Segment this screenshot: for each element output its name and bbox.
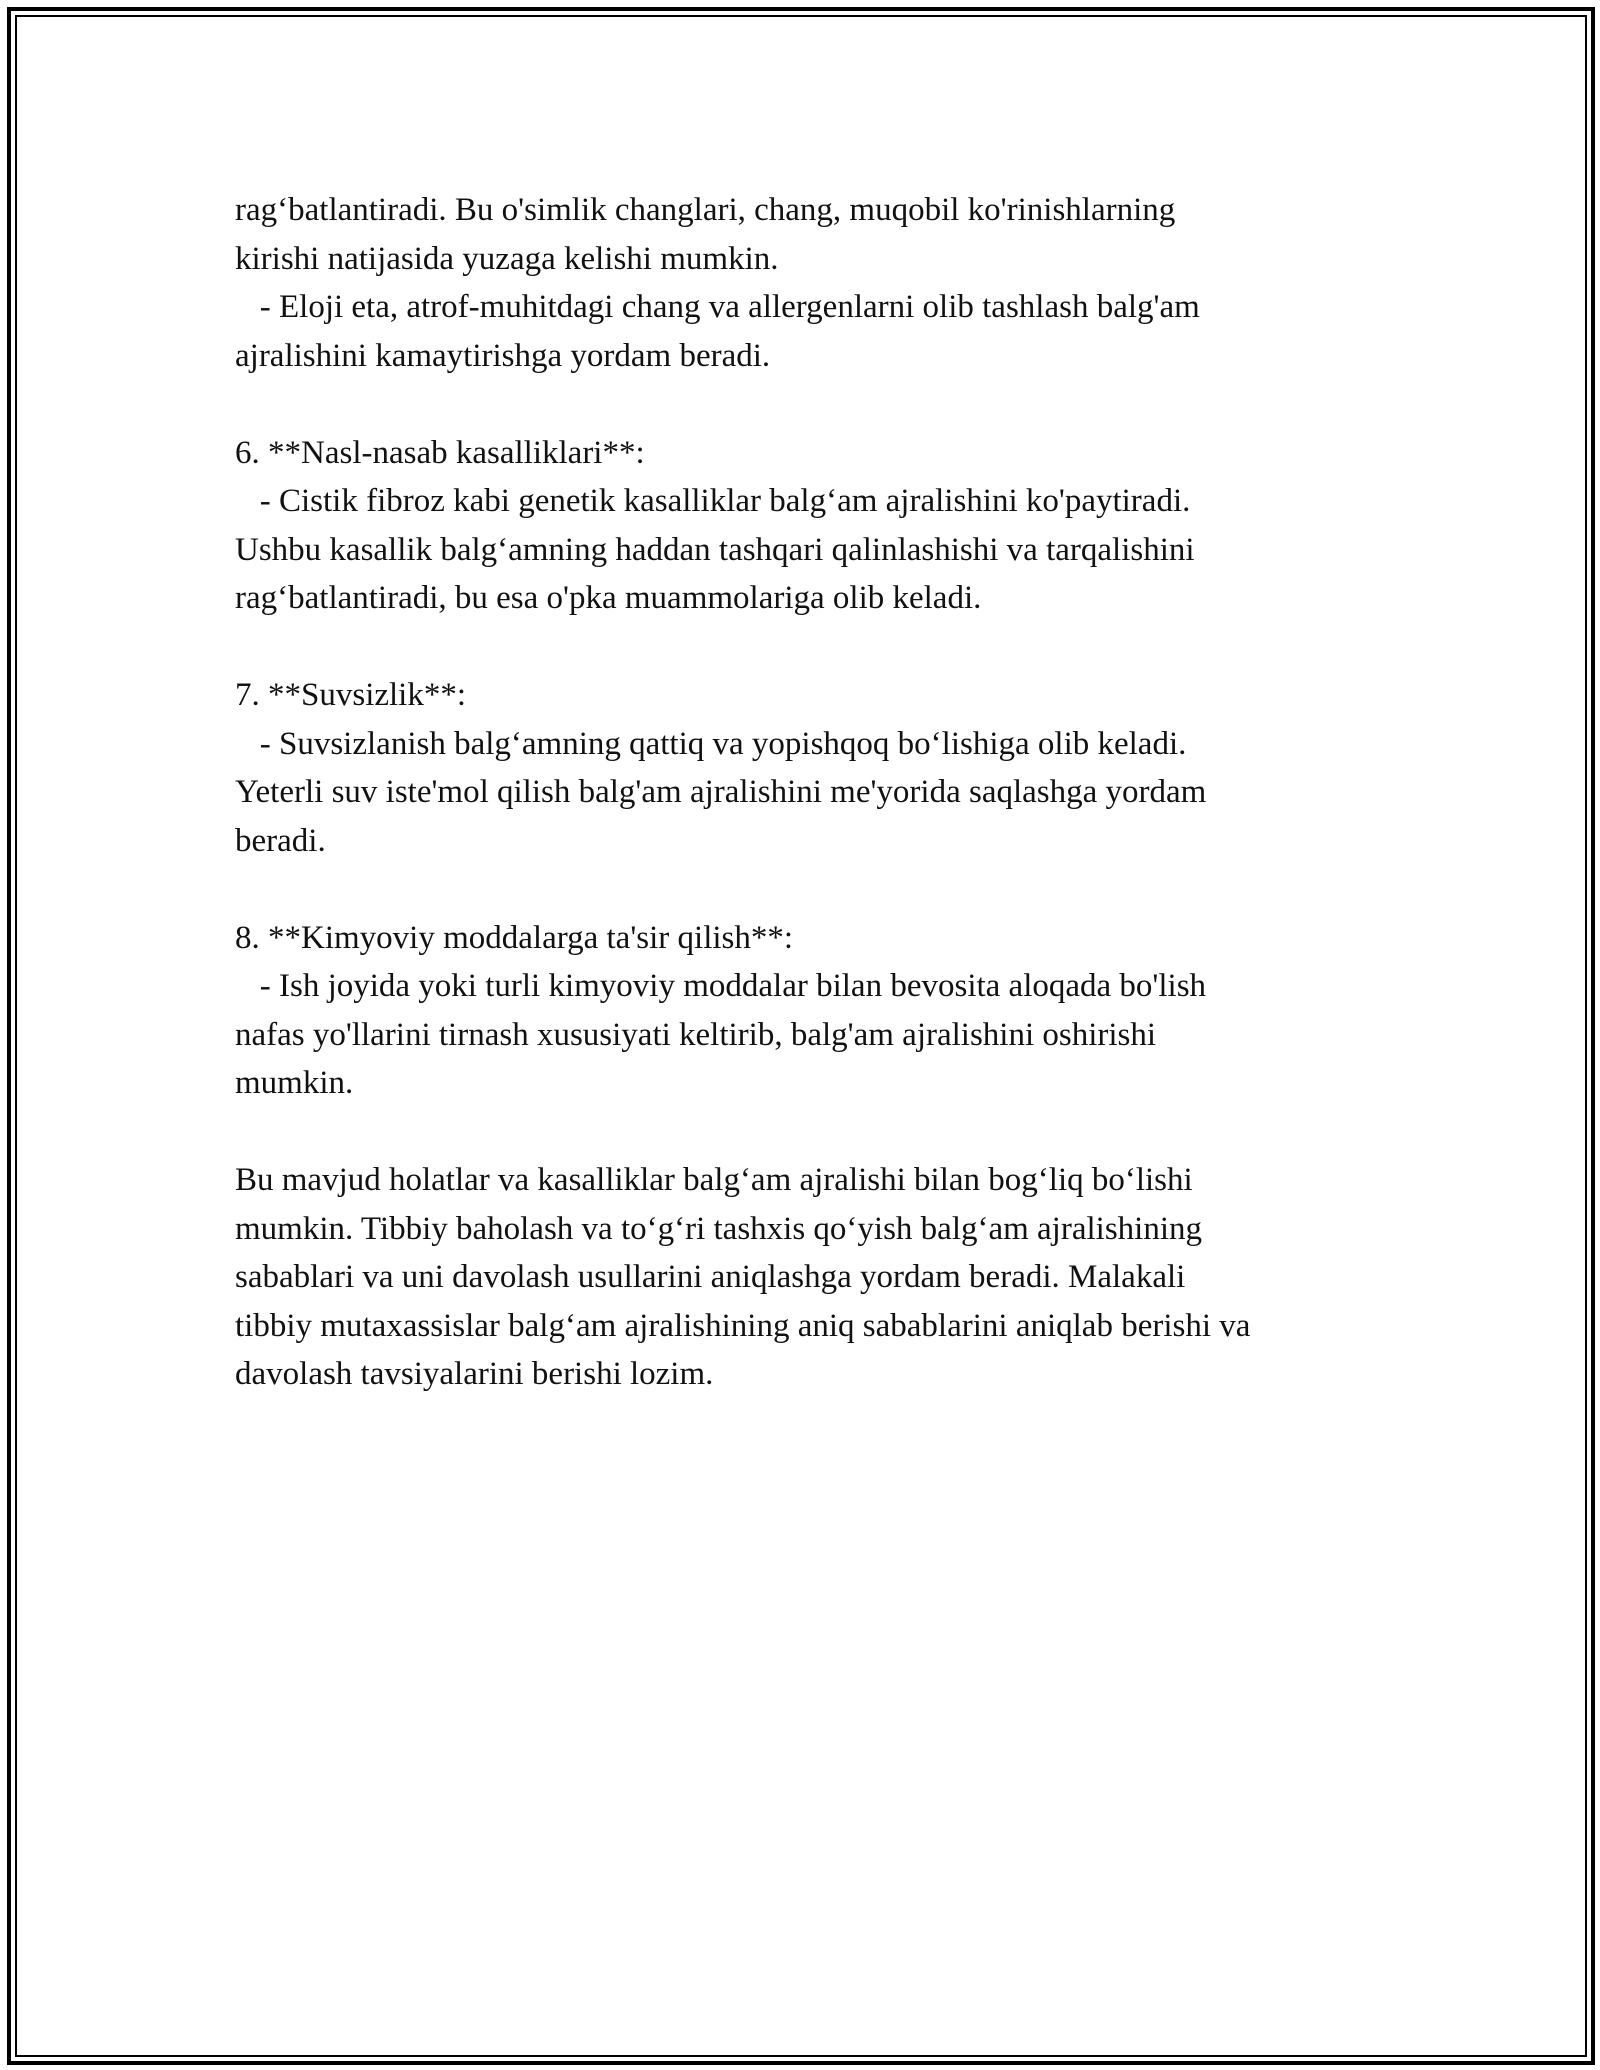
text-line: Yeterli suv iste'mol qilish balg'am ajralishini me'yorida saqlashga yordam — [235, 774, 1207, 810]
text-line: - Cistik fibroz kabi genetik kasalliklar balg‘am ajralishini ko'paytiradi. — [235, 483, 1191, 519]
section-heading: 7. **Suvsizlik**: — [235, 677, 467, 713]
section-8-chemical-exposure — [235, 914, 1415, 1108]
text-line: Ushbu kasallik balg‘amning haddan tashqari qalinlashishi va tarqalishini — [235, 531, 1195, 568]
paragraph-spacer — [235, 865, 1415, 914]
text-line: sabablari va uni davolash usullarini aniqlashga yordam beradi. Malakali — [235, 1259, 1186, 1295]
text-line: - Ish joyida yoki turli kimyoviy moddalar bilan bevosita aloqada bo'lish — [235, 968, 1207, 1004]
text-line: - Suvsizlanish balg‘amning qattiq va yopishqoq bo‘lishiga olib keladi. — [235, 725, 1187, 762]
text-line: davolash tavsiyalarini berishi lozim. — [235, 1356, 714, 1392]
text-line: tibbiy mutaxassislar balg‘am ajralishining aniq sabablarini aniqlab berishi va — [235, 1307, 1251, 1344]
conclusion-paragraph — [235, 1156, 1415, 1399]
text-line: rag‘batlantiradi. Bu o'simlik changlari, chang, muqobil ko'rinishlarning — [235, 192, 1176, 228]
section-6-hereditary-diseases — [235, 429, 1415, 623]
text-line: kirishi natijasida yuzaga kelishi mumkin. — [235, 240, 779, 277]
section-7-dehydration — [235, 671, 1415, 865]
text-line: - Eloji eta, atrof-muhitdagi chang va allergenlarni olib tashlash balg'am — [235, 289, 1200, 325]
text-line: Bu mavjud holatlar va kasalliklar balg‘am ajralishi bilan bog‘liq bo‘lishi — [235, 1162, 1193, 1198]
text-line: nafas yo'llarini tirnash xususiyati keltirib, balg'am ajralishini oshirishi — [235, 1016, 1157, 1053]
text-line: rag‘batlantiradi, bu esa o'pka muammolariga olib keladi. — [235, 580, 982, 616]
text-line: mumkin. Tibbiy baholash va to‘g‘ri tashxis qo‘yish balg‘am ajralishining — [235, 1210, 1203, 1247]
paragraph-allergens-continued — [235, 186, 1415, 380]
document-body — [235, 186, 1415, 1399]
section-heading: 6. **Nasl-nasab kasalliklari**: — [235, 434, 645, 471]
text-line: mumkin. — [235, 1065, 354, 1101]
section-heading: 8. **Kimyoviy moddalarga ta'sir qilish**: — [235, 919, 794, 956]
paragraph-spacer — [235, 380, 1415, 429]
paragraph-spacer — [235, 623, 1415, 672]
text-line: beradi. — [235, 822, 326, 859]
text-line: ajralishini kamaytirishga yordam beradi. — [235, 337, 771, 374]
paragraph-spacer — [235, 1108, 1415, 1157]
